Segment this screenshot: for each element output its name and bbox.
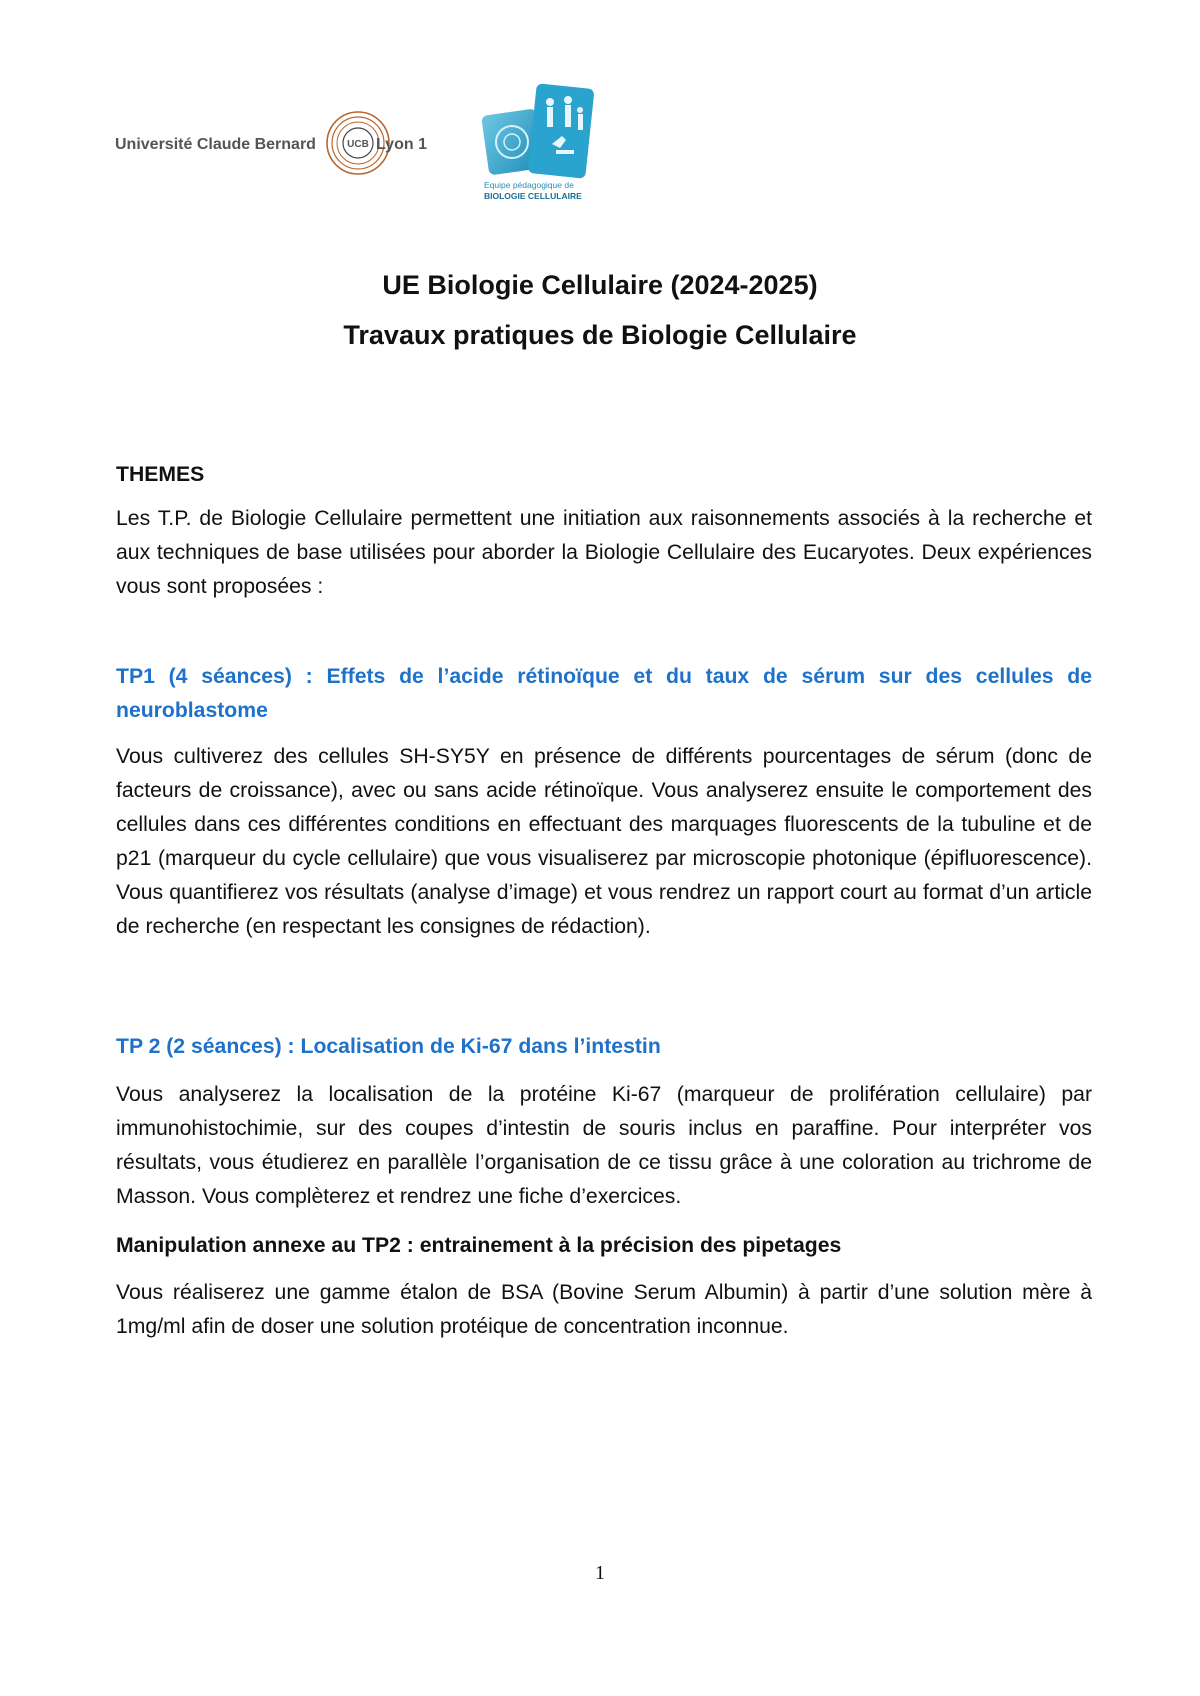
tp1-heading: TP1 (4 séances) : Effets de l’acide rétinoïque et du taux de sérum sur des cellules de neuroblastome — [116, 665, 1092, 722]
themes-section — [116, 458, 1092, 492]
university-name-left: Université Claude Bernard — [115, 136, 316, 153]
tp2-body-block — [116, 1078, 1092, 1214]
tp1-body: Vous cultiverez des cellules SH-SY5Y en présence de différents pourcentages de sérum (donc de facteurs de croissance), avec ou sans acide rétinoïque. Vous analyserez ensuite le comportement des cellules dans ces différentes conditions en effectuant des marquages fluorescents de la tubuline et de p21 (marqueur du cycle cellulaire) que vous visualiserez par microscopie photonique (épifluorescence). Vous quantifierez vos résultats (analyse d’image) et vous rendrez un rapport court au format d’un article de recherche (en respectant les consignes de rédaction). — [116, 745, 1092, 938]
header-logos — [115, 84, 615, 214]
tp1-body-block — [116, 740, 1092, 944]
tp2-body: Vous analyserez la localisation de la protéine Ki-67 (marqueur de prolifération cellulaire) par immunohistochimie, sur des coupes d’intestin de souris inclus en paraffine. Pour interpréter vos résultats, vous étudierez en parallèle l’organisation de ce tissu grâce à une coloration au trichrome de Masson. Vous complèterez et rendrez une fiche d’exercices. — [116, 1083, 1092, 1208]
tp2-heading: TP 2 (2 séances) : Localisation de Ki-67 dans l’intestin — [116, 1035, 661, 1058]
annex-section — [116, 1229, 1092, 1263]
tp2-section — [116, 1030, 1092, 1064]
themes-intro: Les T.P. de Biologie Cellulaire permettent une initiation aux raisonnements associés à la recherche et aux techniques de base utilisées pour aborder la Biologie Cellulaire des Eucaryotes. Deux expériences vous sont proposées : — [116, 507, 1092, 598]
annex-heading: Manipulation annexe au TP2 : entrainement à la précision des pipetages — [116, 1234, 842, 1257]
team-logo-caption — [484, 180, 582, 202]
university-name-right: Lyon 1 — [376, 136, 427, 153]
document-title: UE Biologie Cellulaire (2024-2025) — [382, 270, 818, 300]
annex-body: Vous réaliserez une gamme étalon de BSA (Bovine Serum Albumin) à partir d’une solution mère à 1mg/ml afin de doser une solution protéique de concentration inconnue. — [116, 1281, 1092, 1338]
tp1-section — [116, 660, 1092, 728]
team-logo-line1: Equipe pédagogique de — [484, 180, 574, 190]
seal-text: UCB — [347, 139, 369, 150]
document-subtitle: Travaux pratiques de Biologie Cellulaire — [343, 320, 857, 350]
themes-intro-block — [116, 502, 1092, 604]
team-logo-line2: BIOLOGIE CELLULAIRE — [484, 191, 582, 201]
annex-body-block — [116, 1276, 1092, 1344]
themes-heading: THEMES — [116, 463, 205, 486]
page-number: 1 — [595, 1562, 605, 1584]
